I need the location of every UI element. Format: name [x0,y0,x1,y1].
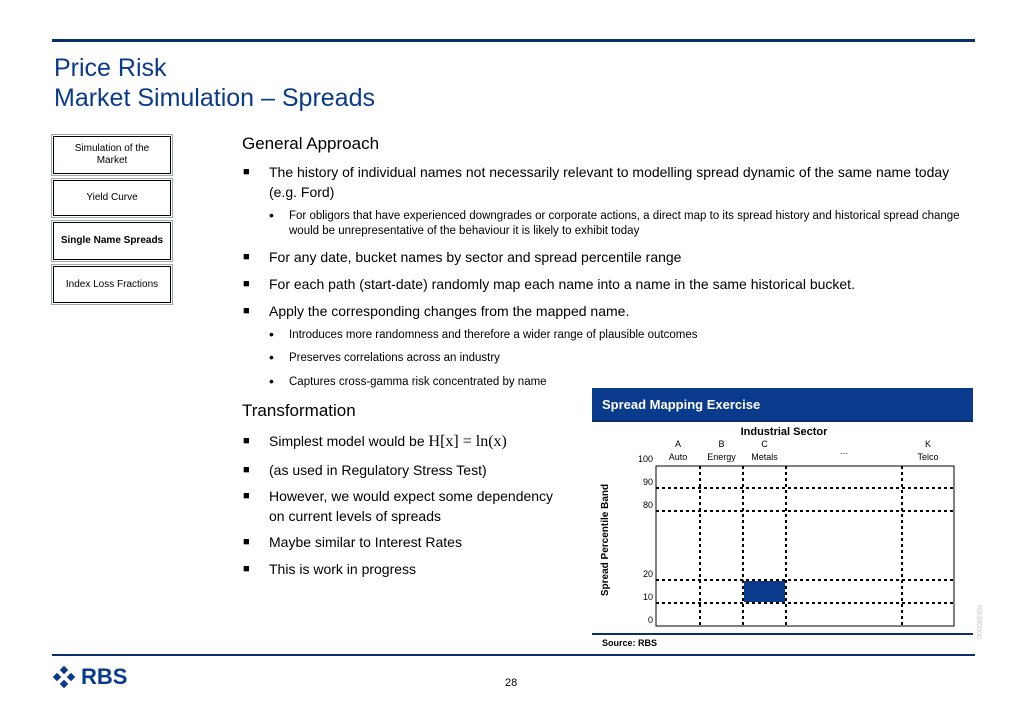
page-title [54,53,375,113]
square-bullet-icon: ■ [243,166,250,178]
nav-item-label: Single Name Spreads [60,235,164,246]
column-letter-a: A [674,439,682,449]
y-tick-label: 10 [642,592,653,602]
nav-item-label: Yield Curve [86,192,138,203]
column-letter-b: B [718,439,725,449]
source-note: Source: RBS [602,638,658,648]
chart-y-tick-labels [638,454,653,625]
title-line-1: Price Risk [54,54,167,82]
transformation-heading: Transformation [242,401,356,420]
column-name: … [839,446,849,456]
column-name: Telco [917,452,939,462]
bullet-text: For each path (start-date) randomly map each name into a name in the same historical bucket. [269,276,855,292]
page-number: 28 [505,677,518,689]
column-name: Metals [751,452,778,462]
chart-title: Industrial Sector [740,426,828,438]
bullet-text: Simplest model would be [269,433,425,449]
square-bullet-icon: ■ [243,490,250,502]
general-bullet-4 [243,301,959,321]
column-name: Energy [707,452,736,462]
bullet-text: (as used in Regulatory Stress Test) [269,462,487,478]
panel-title: Spread Mapping Exercise [592,388,973,420]
general-bullet-2 [243,247,959,267]
square-bullet-icon: ■ [243,251,250,263]
rbs-logo [53,664,127,690]
general-sub-bullet-3 [269,349,889,366]
nav-item-label: Simulation of the Market [74,143,150,166]
title-line-2: Market Simulation – Spreads [54,84,375,112]
general-sub-bullet-1 [269,207,969,239]
dot-bullet-icon: • [269,326,274,342]
chart-cells [744,581,785,602]
transformation-bullet-2 [243,460,579,480]
general-bullet-3 [243,274,959,294]
panel-bottom-rule [592,633,973,635]
nav-item-label: Index Loss Fractions [65,278,159,290]
y-tick-label: 100 [637,454,653,464]
bottom-rule [52,654,975,656]
square-bullet-icon: ■ [243,563,250,575]
bullet-text: Maybe similar to Interest Rates [269,534,462,550]
y-tick-label: 90 [642,477,653,487]
top-rule [52,39,975,42]
bullet-text: The history of individual names not necessarily relevant to modelling spread dynamic of the same name today (e.g. Ford) [269,164,950,200]
dot-bullet-icon: • [269,349,274,365]
nav-item-simulation-of-the-market[interactable] [53,136,171,174]
sub-bullet-text: Introduces more randomness and therefore a wider range of plausible outcomes [289,329,698,341]
y-tick-label: 80 [642,500,653,510]
rbs-logo-text: RBS [81,664,128,689]
nav-item-single-name-spreads[interactable] [53,222,171,260]
general-sub-bullet-2 [269,326,889,343]
bullet-text: This is work in progress [269,561,417,577]
general-sub-bullet-4 [269,373,589,390]
highlight-cell [744,581,785,602]
square-bullet-icon: ■ [243,435,250,447]
nav-item-yield-curve[interactable] [53,180,171,216]
transformation-bullet-1 [243,431,579,452]
chart-column-labels [669,439,939,462]
sub-bullet-text: Captures cross-gamma risk concentrated by name [289,376,547,388]
sub-bullet-text: For obligors that have experienced downgrades or corporate actions, a direct map to its spread history and historical spread change would be unrepresentative of the behaviour it is likely to exhibit today [289,210,960,237]
square-bullet-icon: ■ [243,464,250,476]
dot-bullet-icon: • [269,373,274,389]
square-bullet-icon: ■ [243,278,250,290]
watermark: RBS00000 [975,605,982,639]
bullet-text: Apply the corresponding changes from the mapped name. [269,303,630,319]
dot-bullet-icon: • [269,207,274,223]
bullet-text: For any date, bucket names by sector and spread percentile range [269,249,682,265]
column-letter-c: C [761,439,768,449]
sub-bullet-text: Preserves correlations across an industry [289,352,500,364]
chart-grid [656,466,954,626]
formula: H[x] = ln(x) [428,433,507,450]
general-bullet-1 [243,162,959,202]
square-bullet-icon: ■ [243,305,250,317]
column-name: Auto [668,452,688,462]
nav-item-index-loss-fractions[interactable] [53,266,171,303]
chart-ylabel: Spread Percentile Band [600,483,611,597]
transformation-bullet-5 [243,559,579,579]
y-tick-label: 20 [642,569,653,579]
general-approach-heading: General Approach [242,134,380,153]
spread-mapping-chart [592,422,973,633]
rbs-daisy-icon [53,666,75,688]
bullet-text: However, we would expect some dependency on current levels of spreads [269,488,554,524]
transformation-bullet-4 [243,532,579,552]
transformation-bullet-3 [243,486,569,526]
y-tick-label: 0 [647,615,653,625]
square-bullet-icon: ■ [243,536,250,548]
column-letter-k: K [924,439,932,449]
